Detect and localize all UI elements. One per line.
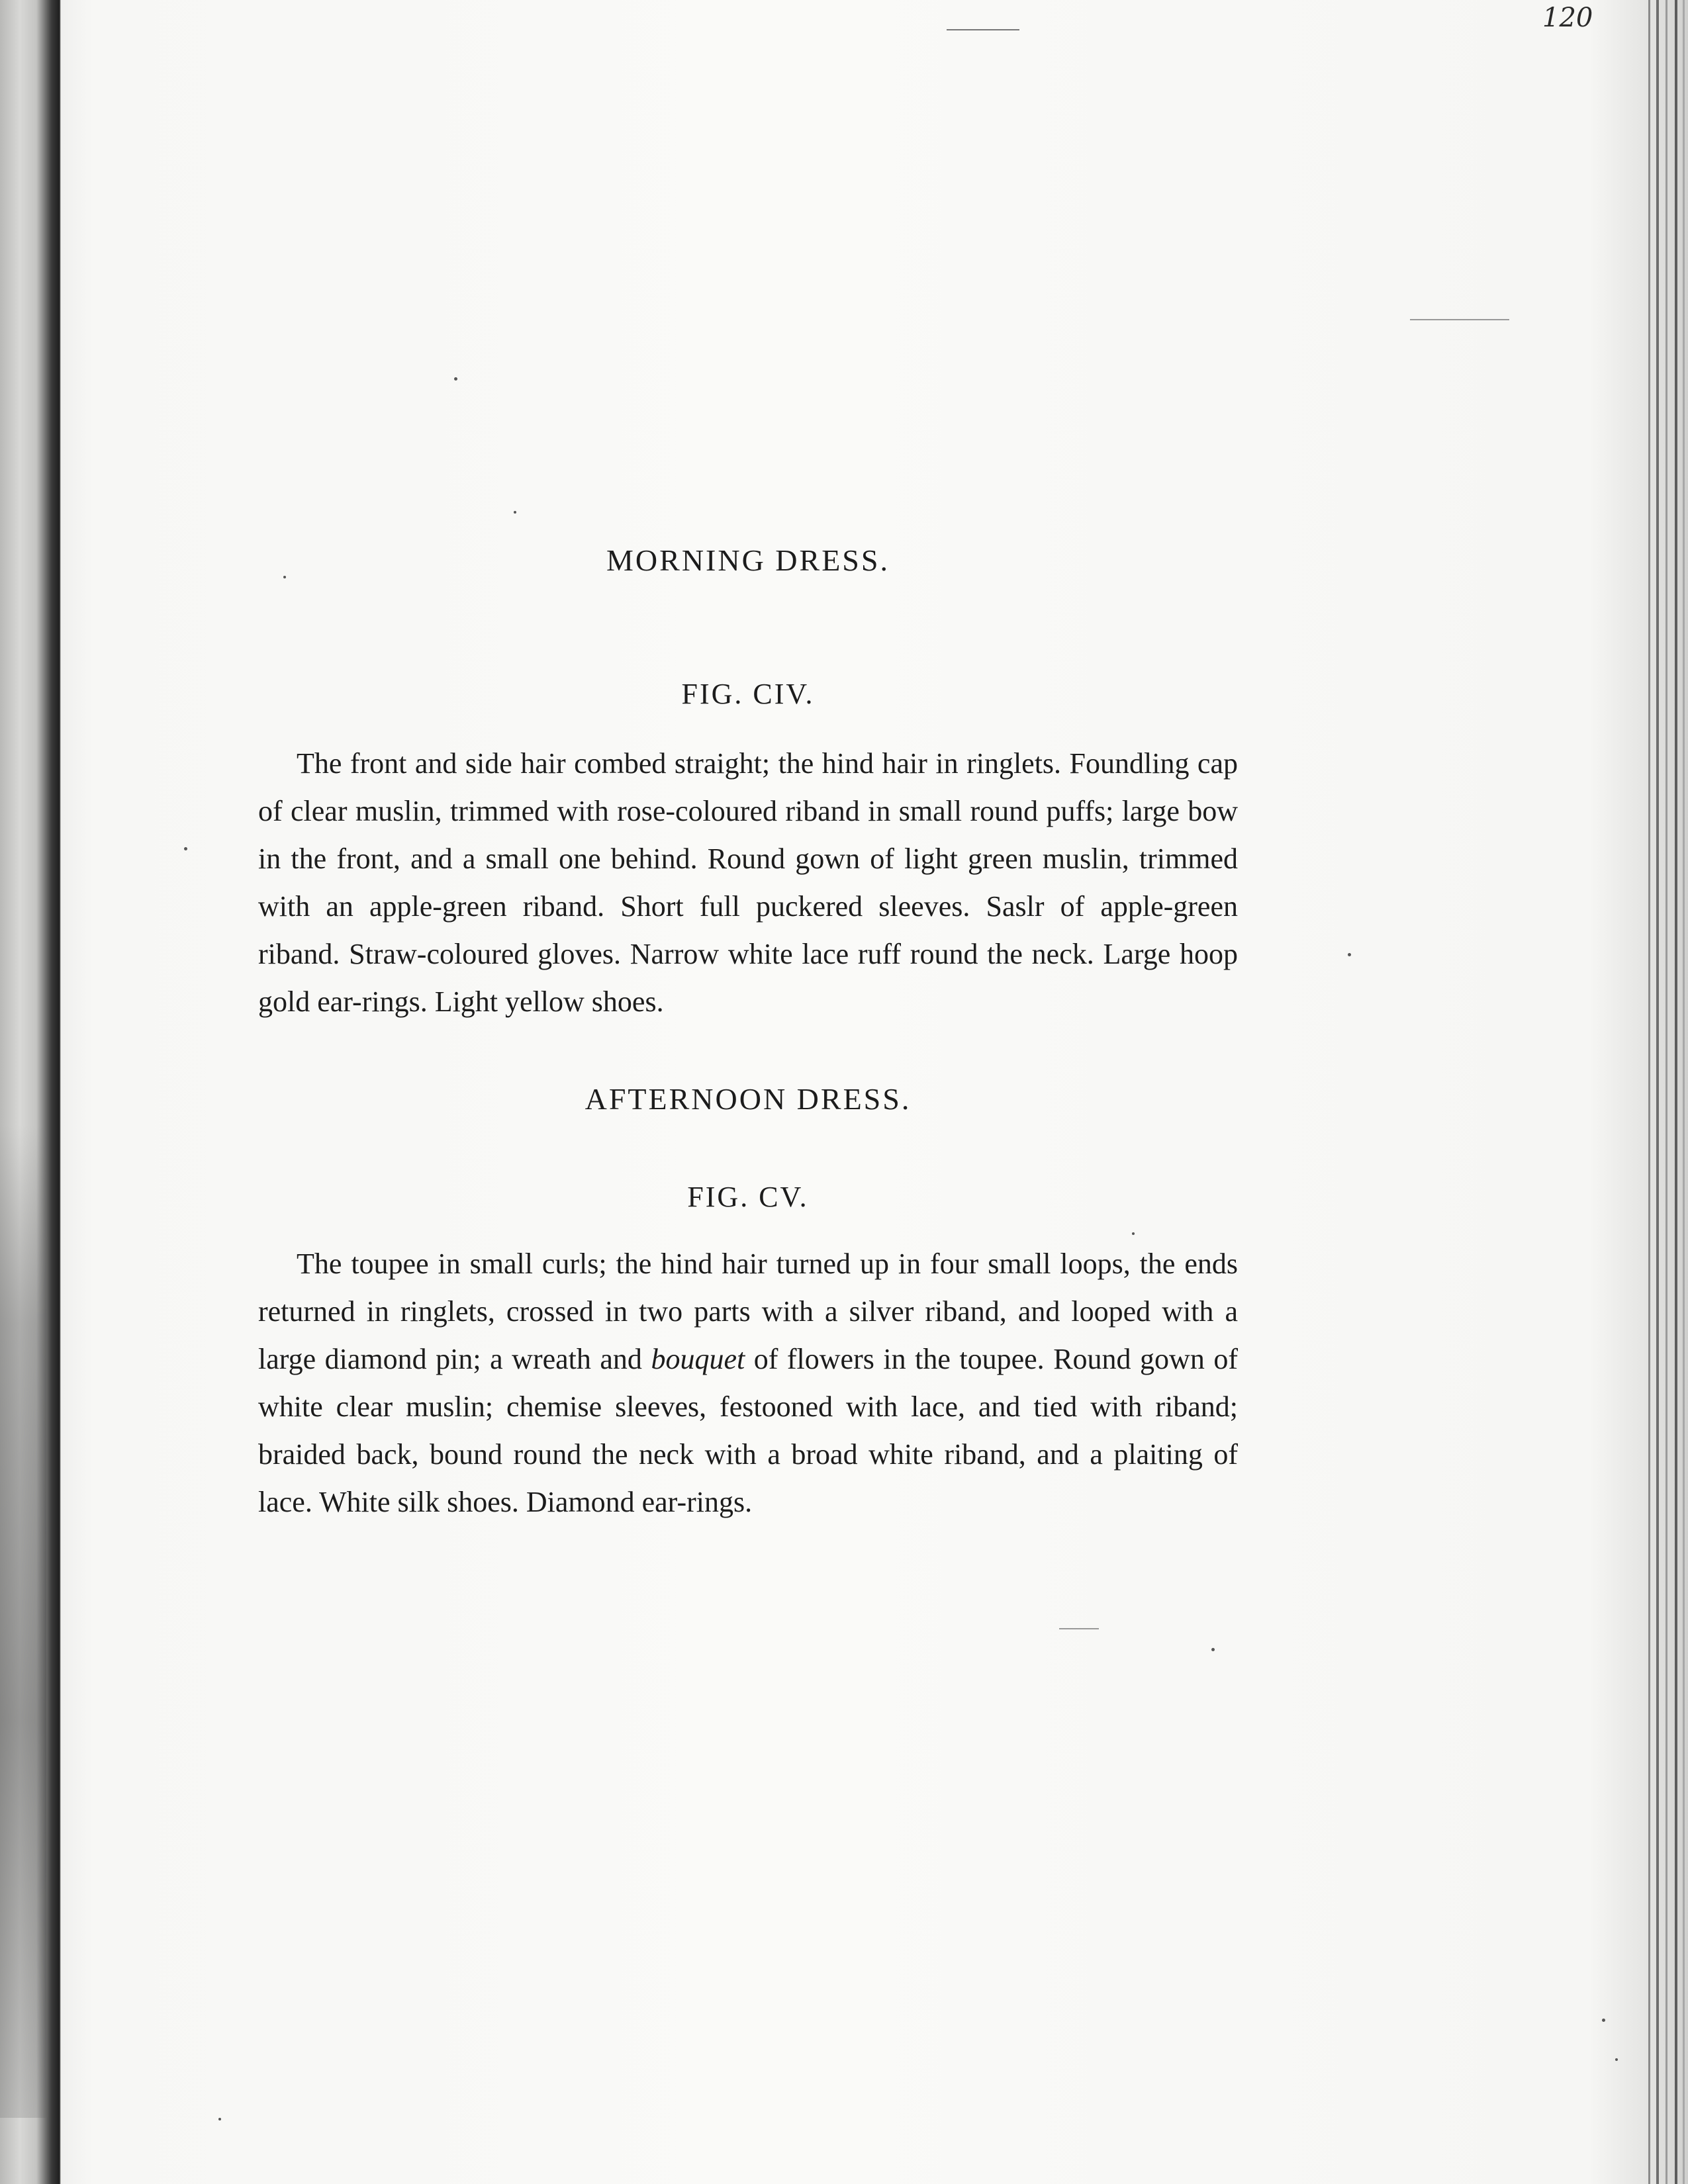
morning-dress-description: The front and side hair combed straight; the hind hair in ringlets. Foundling cap of clear muslin, trimmed with rose-coloured riband in small round puffs; large bow in the front, and a small one behind. Round gown of light green muslin, trimmed with an apple-green riband. Short full puckered sleeves. Saslr of apple-green riband. Straw-coloured gloves. Narrow white lace ruff round the neck. Large hoop gold ear-rings. Light yellow shoes. bbox=[258, 747, 1238, 1018]
binding-gutter bbox=[0, 0, 61, 2184]
figure-label-cv: FIG. CV. bbox=[687, 1181, 809, 1213]
scan-speck bbox=[1348, 953, 1351, 956]
page-edge-line bbox=[1665, 0, 1667, 2184]
scan-mark bbox=[1059, 1628, 1099, 1629]
section-title-morning-dress: MORNING DRESS. bbox=[606, 543, 890, 577]
page-edge-line bbox=[1683, 0, 1685, 2184]
afternoon-dress-description bbox=[258, 1240, 1238, 1526]
scan-speck bbox=[218, 2118, 221, 2120]
page-edge-line bbox=[1656, 0, 1659, 2184]
afternoon-text-part-1: The toupee in small curls; the hind hair turned up in four small loops, the ends returned in ringlets, crossed in two parts with a silver riband, and looped with a large diamond pin; a wreath and bbox=[258, 1248, 1238, 1375]
page-edge-line bbox=[1675, 0, 1677, 2184]
scan-speck bbox=[1211, 1648, 1215, 1651]
figure-label-civ: FIG. CIV. bbox=[681, 678, 815, 710]
afternoon-text-italic: bouquet bbox=[651, 1343, 745, 1375]
page-number: 120 bbox=[1542, 3, 1593, 33]
afternoon-text-part-2: of flowers in the toupee. Round gown of white clear muslin; chemise sleeves, festooned with lace, and tied with riband; braided back, bound round the neck with a broad white riband, and a plaiting of lace. White silk shoes. Diamond ear-rings. bbox=[258, 1343, 1238, 1518]
scan-speck bbox=[1615, 2058, 1618, 2061]
article-body bbox=[258, 543, 1238, 1526]
page-edge-line bbox=[1648, 0, 1650, 2184]
scan-speck bbox=[514, 511, 516, 514]
scan-mark bbox=[1410, 319, 1509, 320]
scan-speck bbox=[1602, 2019, 1605, 2022]
scan-mark bbox=[947, 29, 1019, 30]
scan-speck bbox=[454, 377, 457, 381]
section-title-afternoon-dress: AFTERNOON DRESS. bbox=[585, 1082, 912, 1116]
scan-speck bbox=[184, 847, 187, 850]
